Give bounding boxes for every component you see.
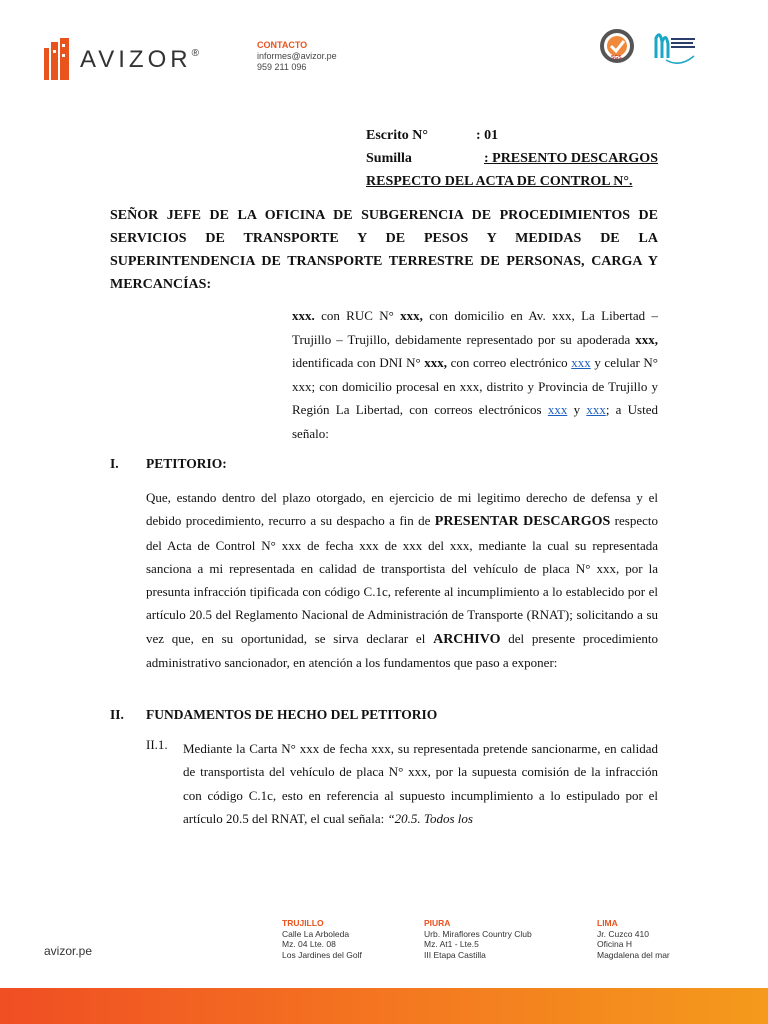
party-name: xxx. <box>292 308 315 323</box>
office-lima <box>597 918 670 960</box>
escrito-value: : 01 <box>476 128 499 143</box>
section-number: I. <box>110 456 119 471</box>
text-segment: respecto del Acta de Control N° xxx de fecha xxx de xxx del xxx, mediante la cual su representada sanciona a mi representada en calidad de transportista del vehículo de placa N° xxx, por la presunta infracción tipificada con código C.1c, referente al incumplimiento a lo establecido por el artículo 20.5 del Reglamento Nacional de Administración de Transporte (RNAT); solicitando a su vez que, en su oportunidad, se sirva declarar el <box>146 513 658 646</box>
contact-email[interactable]: informes@avizor.pe <box>257 51 337 61</box>
brand-name: AVIZOR® <box>80 46 199 73</box>
text-segment: Que, estando dentro del plazo otorgado, en ejercicio de mi legitimo derecho de defensa y el debido procedimiento, recurro a su despacho a fin de <box>146 490 658 529</box>
section-heading-petitorio <box>110 456 227 472</box>
item-paragraph <box>183 737 658 830</box>
office-address-line: Magdalena del mar <box>597 949 670 960</box>
section-heading-fundamentos <box>110 707 437 723</box>
office-address-line: Calle La Arboleda <box>282 928 350 939</box>
email-link[interactable]: xxx <box>586 402 606 417</box>
office-address-line: Urb. Miraflores Country Club <box>424 928 532 939</box>
text-segment: con correo electrónico <box>447 355 572 370</box>
petitorio-paragraph <box>146 486 658 674</box>
sumilla-label: Sumilla <box>366 151 412 166</box>
email-link[interactable]: xxx <box>547 402 568 417</box>
footer-accent-bar <box>0 988 768 1024</box>
office-address-line: Jr. Cuzco 410 <box>597 928 649 939</box>
footer-website[interactable]: avizor.pe <box>44 944 93 958</box>
sgs-label: SGS <box>611 55 622 61</box>
text-segment: y <box>567 402 587 417</box>
registered-mark: ® <box>191 48 199 59</box>
sumilla-continuation: RESPECTO DEL ACTA DE CONTROL N°. <box>366 174 633 189</box>
section-number: II. <box>110 707 124 722</box>
contact-phone: 959 211 096 <box>257 62 307 72</box>
avizor-logo-icon <box>44 38 72 80</box>
office-trujillo <box>282 918 362 960</box>
office-address-line: III Etapa Castilla <box>424 949 486 960</box>
ruc-value: xxx, <box>400 308 423 323</box>
sumilla-value: : PRESENTO DESCARGOS <box>483 151 658 166</box>
text-segment: del presente procedimiento administrativo sancionador, en atención a los fundamentos que paso a exponer: <box>146 630 659 671</box>
office-city: TRUJILLO <box>282 918 324 928</box>
contact-title: CONTACTO <box>257 40 308 50</box>
representative-name: xxx, <box>635 331 658 347</box>
quoted-text: “20.5. Todos los <box>387 810 473 826</box>
email-link[interactable]: xxx <box>571 355 591 370</box>
emphasis-archivo: ARCHIVO <box>433 631 501 647</box>
text-segment: con RUC N° <box>314 308 401 323</box>
office-address-line: Oficina H <box>597 939 632 949</box>
section-title: PETITORIO: <box>146 456 227 471</box>
world-compliance-logo-icon <box>652 28 698 66</box>
section-title: FUNDAMENTOS DE HECHO DEL PETITORIO <box>146 707 438 722</box>
text-segment: y celular N° xxx; con domicilio procesal en xxx, distrito y Provincia de Trujillo y Región La Libertad, con correos electrónicos <box>292 355 658 417</box>
escrito-label: Escrito N° <box>366 128 428 143</box>
office-piura <box>424 918 532 960</box>
party-identification <box>292 304 658 445</box>
office-city: LIMA <box>597 918 618 928</box>
office-address-line: Mz. At1 - Lte.5 <box>424 939 479 949</box>
office-address-line: Mz. 04 Lte. 08 <box>282 939 336 949</box>
text-segment: ; a Usted señalo: <box>292 402 659 441</box>
sgs-certification-icon <box>597 28 637 68</box>
dni-value: xxx, <box>424 355 448 370</box>
document-header <box>366 124 658 193</box>
office-city: PIURA <box>424 918 451 928</box>
text-segment: Mediante la Carta N° xxx de fecha xxx, su representada pretende sancionarme, en calidad de transportista del vehículo de placa N° xxx, por la supuesta comisión de la infracción con código C.1c, esto en referencia al supuesto incumplimiento a lo estipulado por el artículo 20.5 del RNAT, el cual señala: <box>183 741 658 826</box>
emphasis-presentar-descargos: PRESENTAR DESCARGOS <box>434 514 611 530</box>
addressee-heading: SEÑOR JEFE DE LA OFICINA DE SUBGERENCIA DE PROCEDIMIENTOS DE SERVICIOS DE TRANSPORTE Y DE PESOS Y MEDIDAS DE LA SUPERINTENDENCIA DE TRANSPORTE TERRESTRE DE PERSONAS, CARGA Y MERCANCÍAS: <box>110 208 658 292</box>
escrito-row <box>366 124 658 147</box>
office-address-line: Los Jardines del Golf <box>282 949 362 960</box>
sumilla-row <box>366 147 658 170</box>
contact-block <box>257 40 337 73</box>
text-segment: identificada con DNI N° <box>292 355 425 370</box>
text-segment: con domicilio en Av. xxx, La Libertad – Trujillo – Trujillo, debidamente representado por su apoderada <box>292 308 658 347</box>
item-number: II.1. <box>146 737 168 752</box>
